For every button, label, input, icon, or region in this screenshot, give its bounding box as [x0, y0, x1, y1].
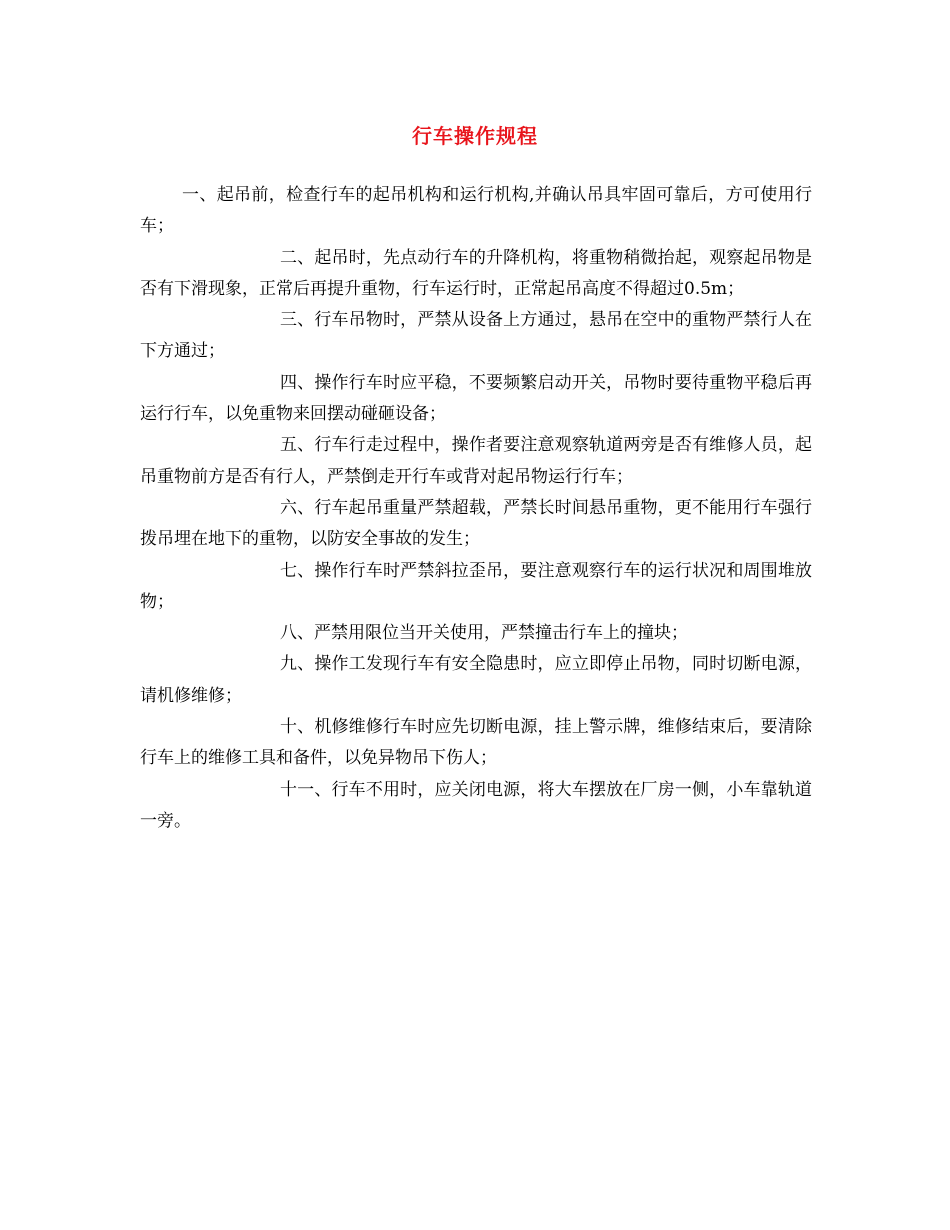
paragraph-9: 九、操作工发现行车有安全隐患时，应立即停止吊物，同时切断电源，请机修维修；	[140, 654, 812, 706]
paragraph-7: 七、操作行车时严禁斜拉歪吊，要注意观察行车的运行状况和周围堆放物；	[140, 560, 812, 612]
paragraph-11: 十一、行车不用时，应关闭电源，将大车摆放在厂房一侧，小车靠轨道一旁。	[140, 779, 812, 831]
paragraph-3: 三、行车吊物时，严禁从设备上方通过，悬吊在空中的重物严禁行人在下方通过；	[140, 310, 812, 362]
paragraph-2: 二、起吊时，先点动行车的升降机构，将重物稍微抬起，观察起吊物是否有下滑现象，正常后再提升重物，行车运行时，正常起吊高度不得超过0.5m；	[140, 247, 812, 299]
document-title: 行车操作规程	[412, 124, 538, 148]
paragraph-10: 十、机修维修行车时应先切断电源，挂上警示牌，维修结束后，要清除行车上的维修工具和备件，以免异物吊下伤人；	[140, 717, 812, 769]
paragraph-8: 八、严禁用限位当开关使用，严禁撞击行车上的撞块；	[280, 623, 688, 644]
paragraph-4: 四、操作行车时应平稳，不要频繁启动开关，吊物时要待重物平稳后再运行行车，以免重物来回摆动碰砸设备；	[140, 372, 812, 425]
paragraph-1: 一、起吊前，检查行车的起吊机构和运行机构,并确认吊具牢固可靠后，方可使用行车；	[140, 185, 812, 237]
document-body	[140, 180, 812, 837]
paragraph-5: 五、行车行走过程中，操作者要注意观察轨道两旁是否有维修人员，起吊重物前方是否有行人，严禁倒走开行车或背对起吊物运行行车；	[140, 435, 812, 487]
paragraph-6: 六、行车起吊重量严禁超载，严禁长时间悬吊重物，更不能用行车强行拨吊埋在地下的重物，以防安全事故的发生；	[140, 497, 812, 550]
